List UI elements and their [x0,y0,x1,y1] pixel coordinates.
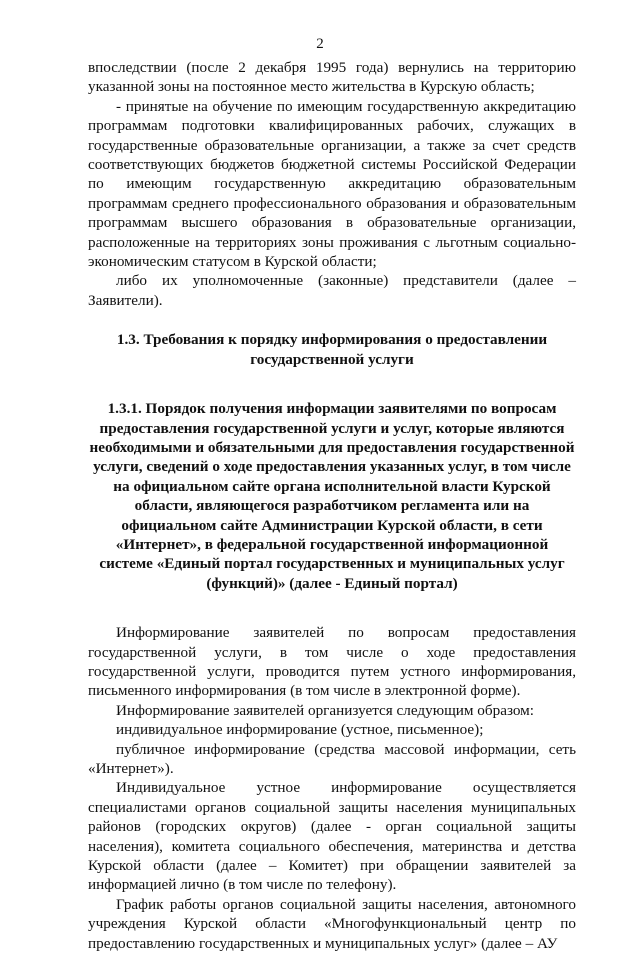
paragraph: индивидуальное информирование (устное, письменное); [116,721,484,739]
document-body [88,58,576,953]
section-heading: 1.3. Требования к порядку информирования о предоставлении государственной услуги [116,331,548,368]
paragraph: Индивидуальное устное информирование осуществляется специалистами органов социальной защиты населения муниципальных районов (городских округов) (далее - орган социальной защиты населения), комитета социального обеспечения, материнства и детства Курской области (далее – Комитет) при обращении заявителей за информацией лично (в том числе по телефону). [88,779,576,894]
paragraph: Информирование заявителей по вопросам предоставления государственной услуги, в том числе о ходе предоставления государственной услуги, проводится путем устного информирования, письменного информирования (в том числе в электронной форме). [88,624,576,700]
paragraph: либо их уполномоченные (законные) представители (далее – Заявители). [88,272,576,309]
subsection-heading: 1.3.1. Порядок получения информации заявителями по вопросам предоставления государственной услуги и услуг, которые являются необходимыми и обязательными для предоставления государственной услуги, сведений о ходе предоставления указанных услуг, в том числе на официальном сайте органа исполнительной власти Курской области, являющегося разработчиком регламента или на официальном сайте Администрации Курской области, в сети «Интернет», в федеральной государственной информационной системе «Единый портал государственных и муниципальных услуг (функций)» (далее - Единый портал) [89,400,575,592]
paragraph: - принятые на обучение по имеющим государственную аккредитацию программам подготовки квалифицированных рабочих, служащих в государственные образовательные организации, а также за счет средств соответствующих бюджетов бюджетной системы Российской Федерации по имеющим государственную аккредитацию образовательным программам среднего профессионального образования и образовательным программам высшего образования в образовательные организации, расположенные на территориях зоны проживания с льготным социально-экономическим статусом в Курской области; [88,97,576,271]
paragraph: впоследствии (после 2 декабря 1995 года) вернулись на территорию указанной зоны на постоянное место жительства в Курскую область; [88,59,576,96]
paragraph: публичное информирование (средства массовой информации, сеть «Интернет»). [88,740,576,777]
paragraph: График работы органов социальной защиты населения, автономного учреждения Курской области «Многофункциональный центр по предоставлению государственных и муниципальных услуг» (далее – АУ [88,895,576,952]
page-number: 2 [316,36,324,52]
paragraph: Информирование заявителей организуется следующим образом: [116,701,535,719]
